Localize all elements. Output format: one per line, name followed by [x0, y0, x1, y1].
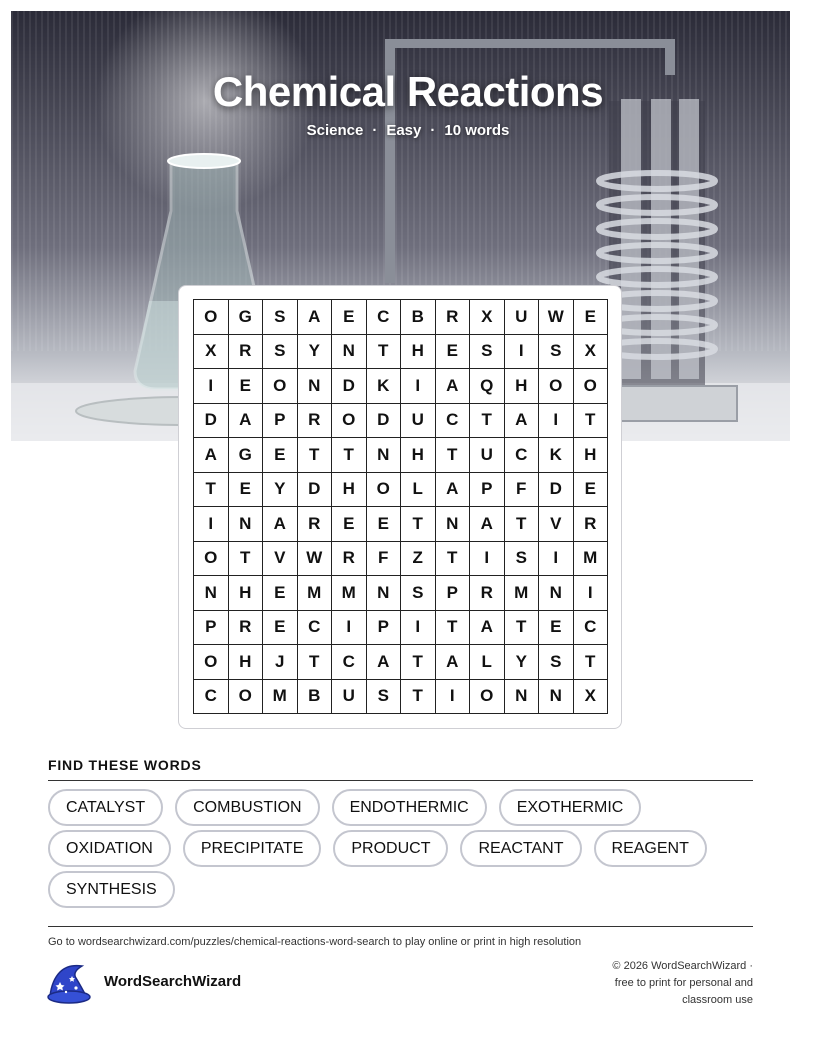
grid-cell[interactable]: A	[505, 404, 540, 439]
word-chip: SYNTHESIS	[48, 871, 175, 908]
grid-cell[interactable]: O	[332, 404, 367, 439]
grid-cell[interactable]: M	[505, 576, 540, 611]
grid-cell[interactable]: D	[539, 473, 574, 508]
grid-cell[interactable]: R	[436, 300, 471, 335]
brand-name[interactable]: WordSearchWizard	[104, 973, 242, 990]
word-list	[48, 789, 753, 908]
grid-cell[interactable]: N	[436, 507, 471, 542]
word-chip: REACTANT	[460, 830, 581, 867]
grid-cell[interactable]: J	[263, 645, 298, 680]
grid-cell[interactable]: E	[229, 369, 264, 404]
grid-cell[interactable]: A	[367, 645, 402, 680]
grid-cell[interactable]: N	[298, 369, 333, 404]
grid-cell[interactable]: A	[436, 369, 471, 404]
grid-cell[interactable]: I	[505, 335, 540, 370]
grid-cell[interactable]: H	[574, 438, 609, 473]
grid-cell[interactable]: B	[298, 680, 333, 715]
grid-cell[interactable]: O	[539, 369, 574, 404]
grid-cell[interactable]: A	[298, 300, 333, 335]
grid-cell[interactable]: F	[367, 542, 402, 577]
category-label: Science	[306, 122, 364, 139]
grid-cell[interactable]: I	[194, 507, 229, 542]
word-chip: PRECIPITATE	[183, 830, 322, 867]
grid-cell[interactable]: H	[229, 576, 264, 611]
grid-cell[interactable]: C	[298, 611, 333, 646]
grid-cell[interactable]: K	[367, 369, 402, 404]
grid-cell[interactable]: L	[470, 645, 505, 680]
grid-cell[interactable]: M	[263, 680, 298, 715]
grid-cell[interactable]: M	[574, 542, 609, 577]
grid-cell[interactable]: N	[539, 680, 574, 715]
grid-cell[interactable]: N	[367, 576, 402, 611]
grid-cell[interactable]: W	[298, 542, 333, 577]
grid-cell[interactable]: V	[539, 507, 574, 542]
grid-cell[interactable]: R	[298, 507, 333, 542]
meta-separator: ·	[430, 122, 436, 139]
grid-cell[interactable]: M	[298, 576, 333, 611]
divider	[48, 926, 753, 927]
grid-cell[interactable]: T	[505, 507, 540, 542]
grid-cell[interactable]: I	[574, 576, 609, 611]
grid-cell[interactable]: D	[332, 369, 367, 404]
grid-cell[interactable]: R	[332, 542, 367, 577]
grid-cell[interactable]: I	[539, 404, 574, 439]
grid-cell[interactable]: Q	[470, 369, 505, 404]
grid-cell[interactable]: C	[367, 300, 402, 335]
footer-link[interactable]: Go to wordsearchwizard.com/puzzles/chemical-reactions-word-search to play online or print in high resolution	[48, 936, 582, 948]
grid-cell[interactable]: S	[367, 680, 402, 715]
grid-cell[interactable]: G	[229, 438, 264, 473]
difficulty-label: Easy	[386, 122, 422, 139]
grid-cell[interactable]: Z	[401, 542, 436, 577]
grid-cell[interactable]: C	[436, 404, 471, 439]
grid-cell[interactable]: R	[574, 507, 609, 542]
word-chip: CATALYST	[48, 789, 163, 826]
grid-cell[interactable]: A	[436, 473, 471, 508]
grid-cell[interactable]: A	[436, 645, 471, 680]
grid-cell[interactable]: E	[539, 611, 574, 646]
grid-cell[interactable]: S	[263, 335, 298, 370]
grid-cell[interactable]: N	[539, 576, 574, 611]
grid-cell[interactable]: Y	[505, 645, 540, 680]
grid-cell[interactable]: F	[505, 473, 540, 508]
grid-cell[interactable]: U	[470, 438, 505, 473]
grid-cell[interactable]: T	[401, 507, 436, 542]
grid-cell[interactable]: N	[332, 335, 367, 370]
grid-cell[interactable]: E	[367, 507, 402, 542]
grid-cell[interactable]: S	[470, 335, 505, 370]
grid-cell[interactable]: X	[470, 300, 505, 335]
grid-cell[interactable]: I	[470, 542, 505, 577]
grid-cell[interactable]: T	[367, 335, 402, 370]
grid-cell[interactable]: A	[229, 404, 264, 439]
grid-cell[interactable]: I	[539, 542, 574, 577]
grid-cell[interactable]: N	[194, 576, 229, 611]
grid-cell[interactable]: C	[194, 680, 229, 715]
grid-cell[interactable]: E	[263, 576, 298, 611]
grid-cell[interactable]: E	[263, 611, 298, 646]
grid-cell[interactable]: T	[436, 611, 471, 646]
grid-cell[interactable]: A	[194, 438, 229, 473]
grid-cell[interactable]: D	[194, 404, 229, 439]
grid-cell[interactable]: O	[470, 680, 505, 715]
grid-cell[interactable]: U	[332, 680, 367, 715]
grid-cell[interactable]: T	[436, 438, 471, 473]
grid-cell[interactable]: M	[332, 576, 367, 611]
grid-cell[interactable]: P	[436, 576, 471, 611]
copyright-line: free to print for personal and	[614, 977, 753, 989]
grid-cell[interactable]: E	[229, 473, 264, 508]
grid-cell[interactable]: T	[436, 542, 471, 577]
grid-cell[interactable]: E	[263, 438, 298, 473]
grid-cell[interactable]: N	[505, 680, 540, 715]
grid-cell[interactable]: T	[298, 645, 333, 680]
grid-cell[interactable]: S	[505, 542, 540, 577]
grid-cell[interactable]: O	[229, 680, 264, 715]
grid-cell[interactable]: I	[436, 680, 471, 715]
grid-cell[interactable]: O	[574, 369, 609, 404]
grid-cell[interactable]: S	[401, 576, 436, 611]
grid-cell[interactable]: T	[401, 680, 436, 715]
grid-cell[interactable]: A	[470, 611, 505, 646]
grid-cell[interactable]: X	[574, 680, 609, 715]
grid-cell[interactable]: T	[194, 473, 229, 508]
grid-cell[interactable]: T	[574, 645, 609, 680]
grid-cell[interactable]: U	[505, 300, 540, 335]
grid-cell[interactable]: R	[298, 404, 333, 439]
copyright-line: classroom use	[682, 994, 753, 1006]
grid-cell[interactable]: H	[401, 335, 436, 370]
grid-cell[interactable]: R	[229, 611, 264, 646]
word-chip: OXIDATION	[48, 830, 171, 867]
grid-cell[interactable]: N	[229, 507, 264, 542]
grid-cell[interactable]: E	[574, 473, 609, 508]
grid-cell[interactable]: V	[263, 542, 298, 577]
grid-cell[interactable]: B	[401, 300, 436, 335]
grid-cell[interactable]: Y	[263, 473, 298, 508]
grid-cell[interactable]: O	[194, 300, 229, 335]
grid-cell[interactable]: C	[505, 438, 540, 473]
grid-cell[interactable]: R	[229, 335, 264, 370]
grid-cell[interactable]: C	[574, 611, 609, 646]
grid-cell[interactable]: O	[194, 542, 229, 577]
word-chip: PRODUCT	[333, 830, 448, 867]
grid-cell[interactable]: P	[194, 611, 229, 646]
grid-cell[interactable]: C	[332, 645, 367, 680]
grid-cell[interactable]: T	[401, 645, 436, 680]
grid-cell[interactable]: I	[194, 369, 229, 404]
grid-cell[interactable]: S	[539, 335, 574, 370]
grid-cell[interactable]: E	[436, 335, 471, 370]
grid-cell[interactable]: P	[367, 611, 402, 646]
grid-cell[interactable]: R	[470, 576, 505, 611]
grid-cell[interactable]: T	[332, 438, 367, 473]
grid-cell[interactable]: A	[470, 507, 505, 542]
grid-cell[interactable]: H	[401, 438, 436, 473]
grid-cell[interactable]: O	[367, 473, 402, 508]
grid-cell[interactable]: E	[332, 507, 367, 542]
grid-cell[interactable]: H	[505, 369, 540, 404]
grid-cell[interactable]: L	[401, 473, 436, 508]
word-list-heading: FIND THESE WORDS	[48, 757, 202, 773]
grid-cell[interactable]: T	[470, 404, 505, 439]
meta-separator: ·	[372, 122, 378, 139]
grid-cell[interactable]: H	[332, 473, 367, 508]
grid-cell[interactable]: O	[263, 369, 298, 404]
grid-cell[interactable]: I	[401, 611, 436, 646]
grid-cell[interactable]: A	[263, 507, 298, 542]
grid-cell[interactable]: I	[401, 369, 436, 404]
grid-cell[interactable]: Y	[298, 335, 333, 370]
copyright-line: © 2026 WordSearchWizard ·	[612, 960, 753, 972]
grid-cell[interactable]: N	[367, 438, 402, 473]
grid-cell[interactable]: S	[263, 300, 298, 335]
grid-cell[interactable]: T	[505, 611, 540, 646]
grid-cell[interactable]: G	[229, 300, 264, 335]
wizard-hat-icon	[46, 962, 92, 1006]
grid-cell[interactable]: H	[229, 645, 264, 680]
grid-cell[interactable]: U	[401, 404, 436, 439]
grid-cell[interactable]: D	[367, 404, 402, 439]
word-chip: ENDOTHERMIC	[332, 789, 487, 826]
grid-cell[interactable]: K	[539, 438, 574, 473]
puzzle-meta	[0, 122, 816, 139]
word-count-label: 10 words	[444, 122, 510, 139]
grid-cell[interactable]: O	[194, 645, 229, 680]
word-chip: COMBUSTION	[175, 789, 319, 826]
letter-grid	[193, 299, 608, 714]
page-title: Chemical Reactions	[212, 68, 604, 115]
grid-cell[interactable]: X	[574, 335, 609, 370]
word-chip: EXOTHERMIC	[499, 789, 642, 826]
grid-cell[interactable]: I	[332, 611, 367, 646]
copyright-notice	[553, 958, 753, 1009]
grid-cell[interactable]: S	[539, 645, 574, 680]
grid-cell[interactable]: T	[229, 542, 264, 577]
grid-cell[interactable]: E	[332, 300, 367, 335]
grid-cell[interactable]: P	[470, 473, 505, 508]
grid-cell[interactable]: E	[574, 300, 609, 335]
grid-cell[interactable]: T	[574, 404, 609, 439]
grid-cell[interactable]: X	[194, 335, 229, 370]
grid-cell[interactable]: P	[263, 404, 298, 439]
word-chip: REAGENT	[594, 830, 707, 867]
grid-cell[interactable]: T	[298, 438, 333, 473]
divider	[48, 780, 753, 781]
grid-cell[interactable]: W	[539, 300, 574, 335]
grid-cell[interactable]: D	[298, 473, 333, 508]
